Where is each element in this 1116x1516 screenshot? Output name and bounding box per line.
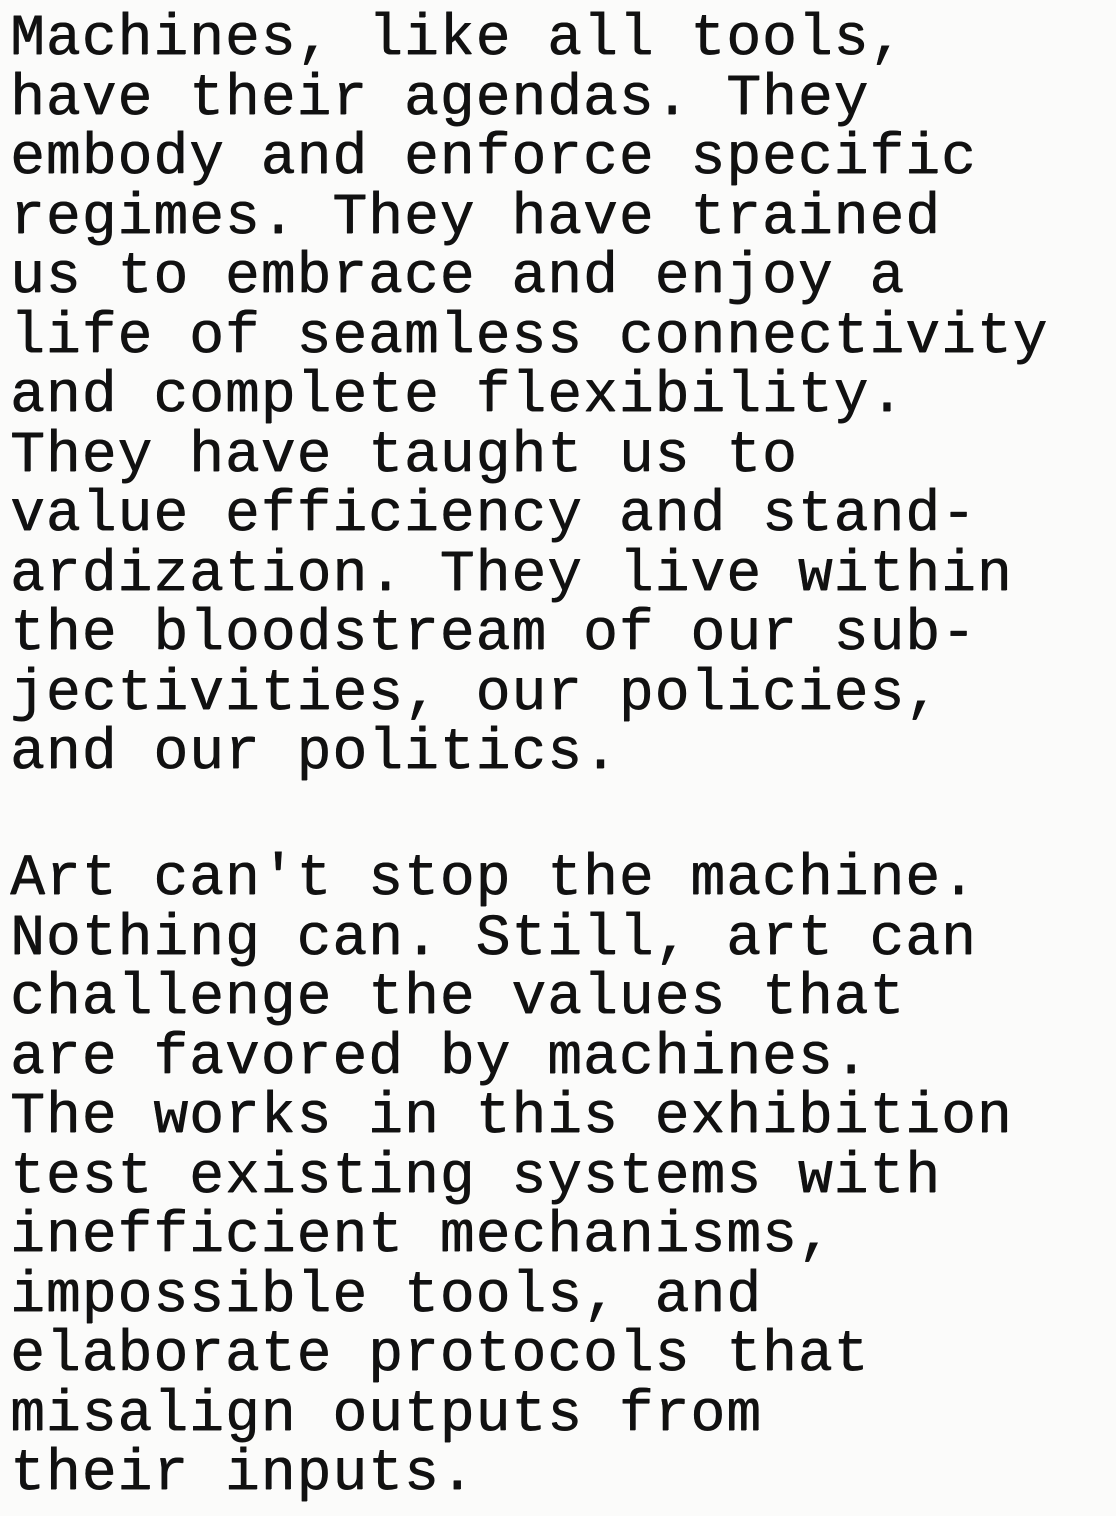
paragraph-art xyxy=(10,847,1013,1507)
text-line: their inputs. xyxy=(10,1442,476,1507)
text-line: inefficient mechanisms, xyxy=(10,1204,834,1269)
text-line: regimes. They have trained xyxy=(10,185,941,251)
text-line: are favored by machines. xyxy=(10,1025,870,1091)
text-line: The works in this exhibition xyxy=(10,1085,1013,1150)
text-line: value efficiency and stand- xyxy=(10,483,977,548)
text-line: test existing systems with xyxy=(10,1144,941,1210)
text-line: and complete flexibility. xyxy=(10,364,906,429)
text-line: elaborate protocols that xyxy=(10,1323,870,1388)
text-line: Machines, like all tools, xyxy=(10,7,906,72)
text-line: Art can't stop the machine. xyxy=(10,847,977,912)
text-line: jectivities, our policies, xyxy=(10,661,941,727)
text-line: misalign outputs from xyxy=(10,1382,762,1448)
text-line: the bloodstream of our sub- xyxy=(10,602,977,667)
text-line: have their agendas. They xyxy=(10,66,870,132)
text-line: embody and enforce specific xyxy=(10,126,977,191)
text-line: challenge the values that xyxy=(10,966,906,1031)
text-line: ardization. They live within xyxy=(10,542,1013,608)
paragraph-machines xyxy=(10,7,1049,786)
text-line: and our politics. xyxy=(10,721,619,786)
text-line: Nothing can. Still, art can xyxy=(10,906,977,972)
text-line: us to embrace and enjoy a xyxy=(10,245,906,310)
text-line: life of seamless connectivity xyxy=(10,304,1049,370)
text-line: They have taught us to xyxy=(10,423,798,489)
text-line: impossible tools, and xyxy=(10,1263,762,1329)
